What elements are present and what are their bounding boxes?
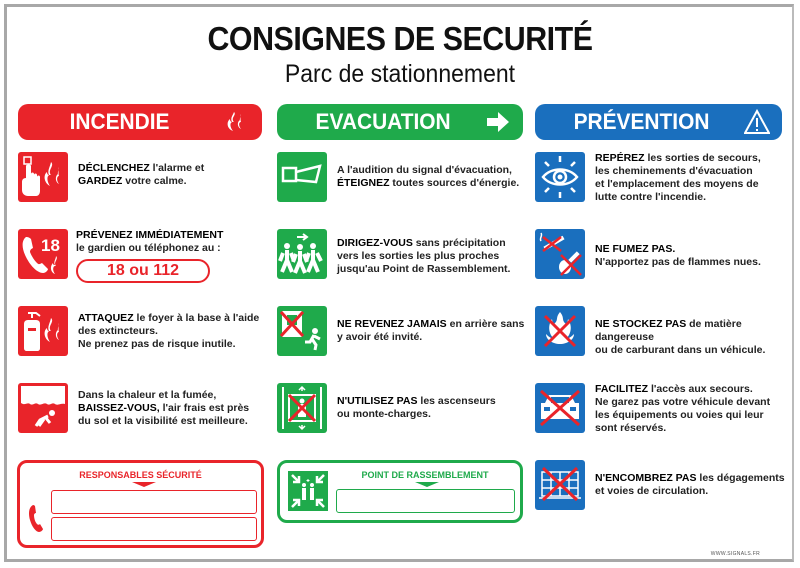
no-smoking-icon	[535, 229, 585, 279]
page-subtitle: Parc de stationnement	[284, 60, 516, 88]
band-incendie	[18, 104, 262, 140]
instruction-text: DÉCLENCHEZ l'alarme et GARDEZ votre calme.	[78, 162, 205, 187]
fire-extinguisher-icon	[18, 306, 68, 356]
list-item	[277, 383, 496, 433]
list-item	[277, 152, 519, 202]
list-item	[18, 152, 204, 202]
assembly-point-icon	[288, 471, 328, 511]
list-item	[535, 383, 770, 435]
no-parking-car-icon	[535, 383, 585, 433]
group-walking-icon	[277, 229, 327, 279]
list-item	[18, 383, 249, 433]
band-prevention	[535, 104, 782, 140]
instruction-text: ATTAQUEZ le foyer à la base à l'aide des extincteurs. Ne prenez pas de risque inutile.	[78, 312, 260, 350]
responsable-field-1[interactable]	[51, 490, 257, 514]
instruction-text: N'UTILISEZ PAS les ascenseurs ou monte-charges.	[337, 395, 496, 420]
warning-triangle-icon	[744, 109, 770, 135]
list-item	[535, 229, 761, 279]
instruction-text: Dans la chaleur et la fumée, BAISSEZ-VOUS, l'air frais est près du sol et la visibilité est meilleure.	[78, 389, 250, 427]
list-item	[535, 460, 785, 510]
no-obstruction-icon	[535, 460, 585, 510]
page-title: CONSIGNES DE SECURITÉ	[207, 20, 593, 57]
point-rassemblement-box	[277, 460, 523, 523]
responsables-label: RESPONSABLES SÉCURITÉ	[79, 470, 202, 480]
instruction-text: PRÉVENEZ IMMÉDIATEMENT le gardien ou téléphonez au : 18 ou 112	[76, 229, 223, 283]
band-label: EVACUATION	[315, 109, 451, 134]
list-item	[277, 229, 510, 279]
instruction-text: FACILITEZ l'accès aux secours. Ne garez pas votre véhicule devant les équipements ou voies qui leur sont réservés.	[595, 383, 771, 434]
fire-phone-18-icon	[18, 229, 68, 279]
phone-icon	[28, 503, 44, 533]
instruction-text: DIRIGEZ-VOUS sans précipitation vers les sorties les plus proches jusqu'au Point de Rassemblement.	[337, 237, 511, 275]
list-item	[18, 306, 259, 356]
band-label: PRÉVENTION	[573, 109, 710, 134]
list-item	[18, 229, 223, 283]
svg-text:18: 18	[41, 236, 60, 255]
emergency-number: 18 ou 112	[76, 259, 210, 283]
responsable-field-2[interactable]	[51, 517, 257, 541]
horn-icon	[277, 152, 327, 202]
instruction-text: A l'audition du signal d'évacuation, ÉTEIGNEZ toutes sources d'énergie.	[337, 164, 520, 189]
rassemblement-field[interactable]	[336, 489, 515, 513]
rassemblement-label: POINT DE RASSEMBLEMENT	[361, 470, 489, 480]
instruction-text: NE FUMEZ PAS. N'apportez pas de flammes nues.	[595, 243, 761, 268]
no-elevator-icon	[277, 383, 327, 433]
instruction-text: NE REVENEZ JAMAIS en arrière sans y avoir été invité.	[337, 318, 525, 343]
flame-icon	[224, 109, 250, 135]
band-evacuation	[277, 104, 523, 140]
footer-url: WWW.SIGNALS.FR	[710, 551, 760, 557]
band-label: INCENDIE	[70, 109, 170, 134]
instruction-text: REPÉREZ les sorties de secours, les cheminements d'évacuation et l'emplacement des moyens de lutte contre l'incendie.	[595, 152, 761, 203]
instruction-text: NE STOCKEZ PAS de matière dangereuse ou de carburant dans un véhicule.	[595, 318, 766, 356]
no-return-icon	[277, 306, 327, 356]
list-item	[535, 152, 761, 204]
no-flammable-icon	[535, 306, 585, 356]
down-arrow-icon	[415, 482, 439, 487]
fire-alarm-icon	[18, 152, 68, 202]
crawl-under-smoke-icon	[18, 383, 68, 433]
down-arrow-icon	[132, 482, 156, 487]
arrow-right-icon	[485, 109, 511, 135]
list-item	[277, 306, 524, 356]
list-item	[535, 306, 800, 357]
instruction-text: N'ENCOMBREZ PAS les dégagements et voies de circulation.	[595, 472, 785, 497]
responsables-securite-box	[17, 460, 264, 548]
eye-icon	[535, 152, 585, 202]
